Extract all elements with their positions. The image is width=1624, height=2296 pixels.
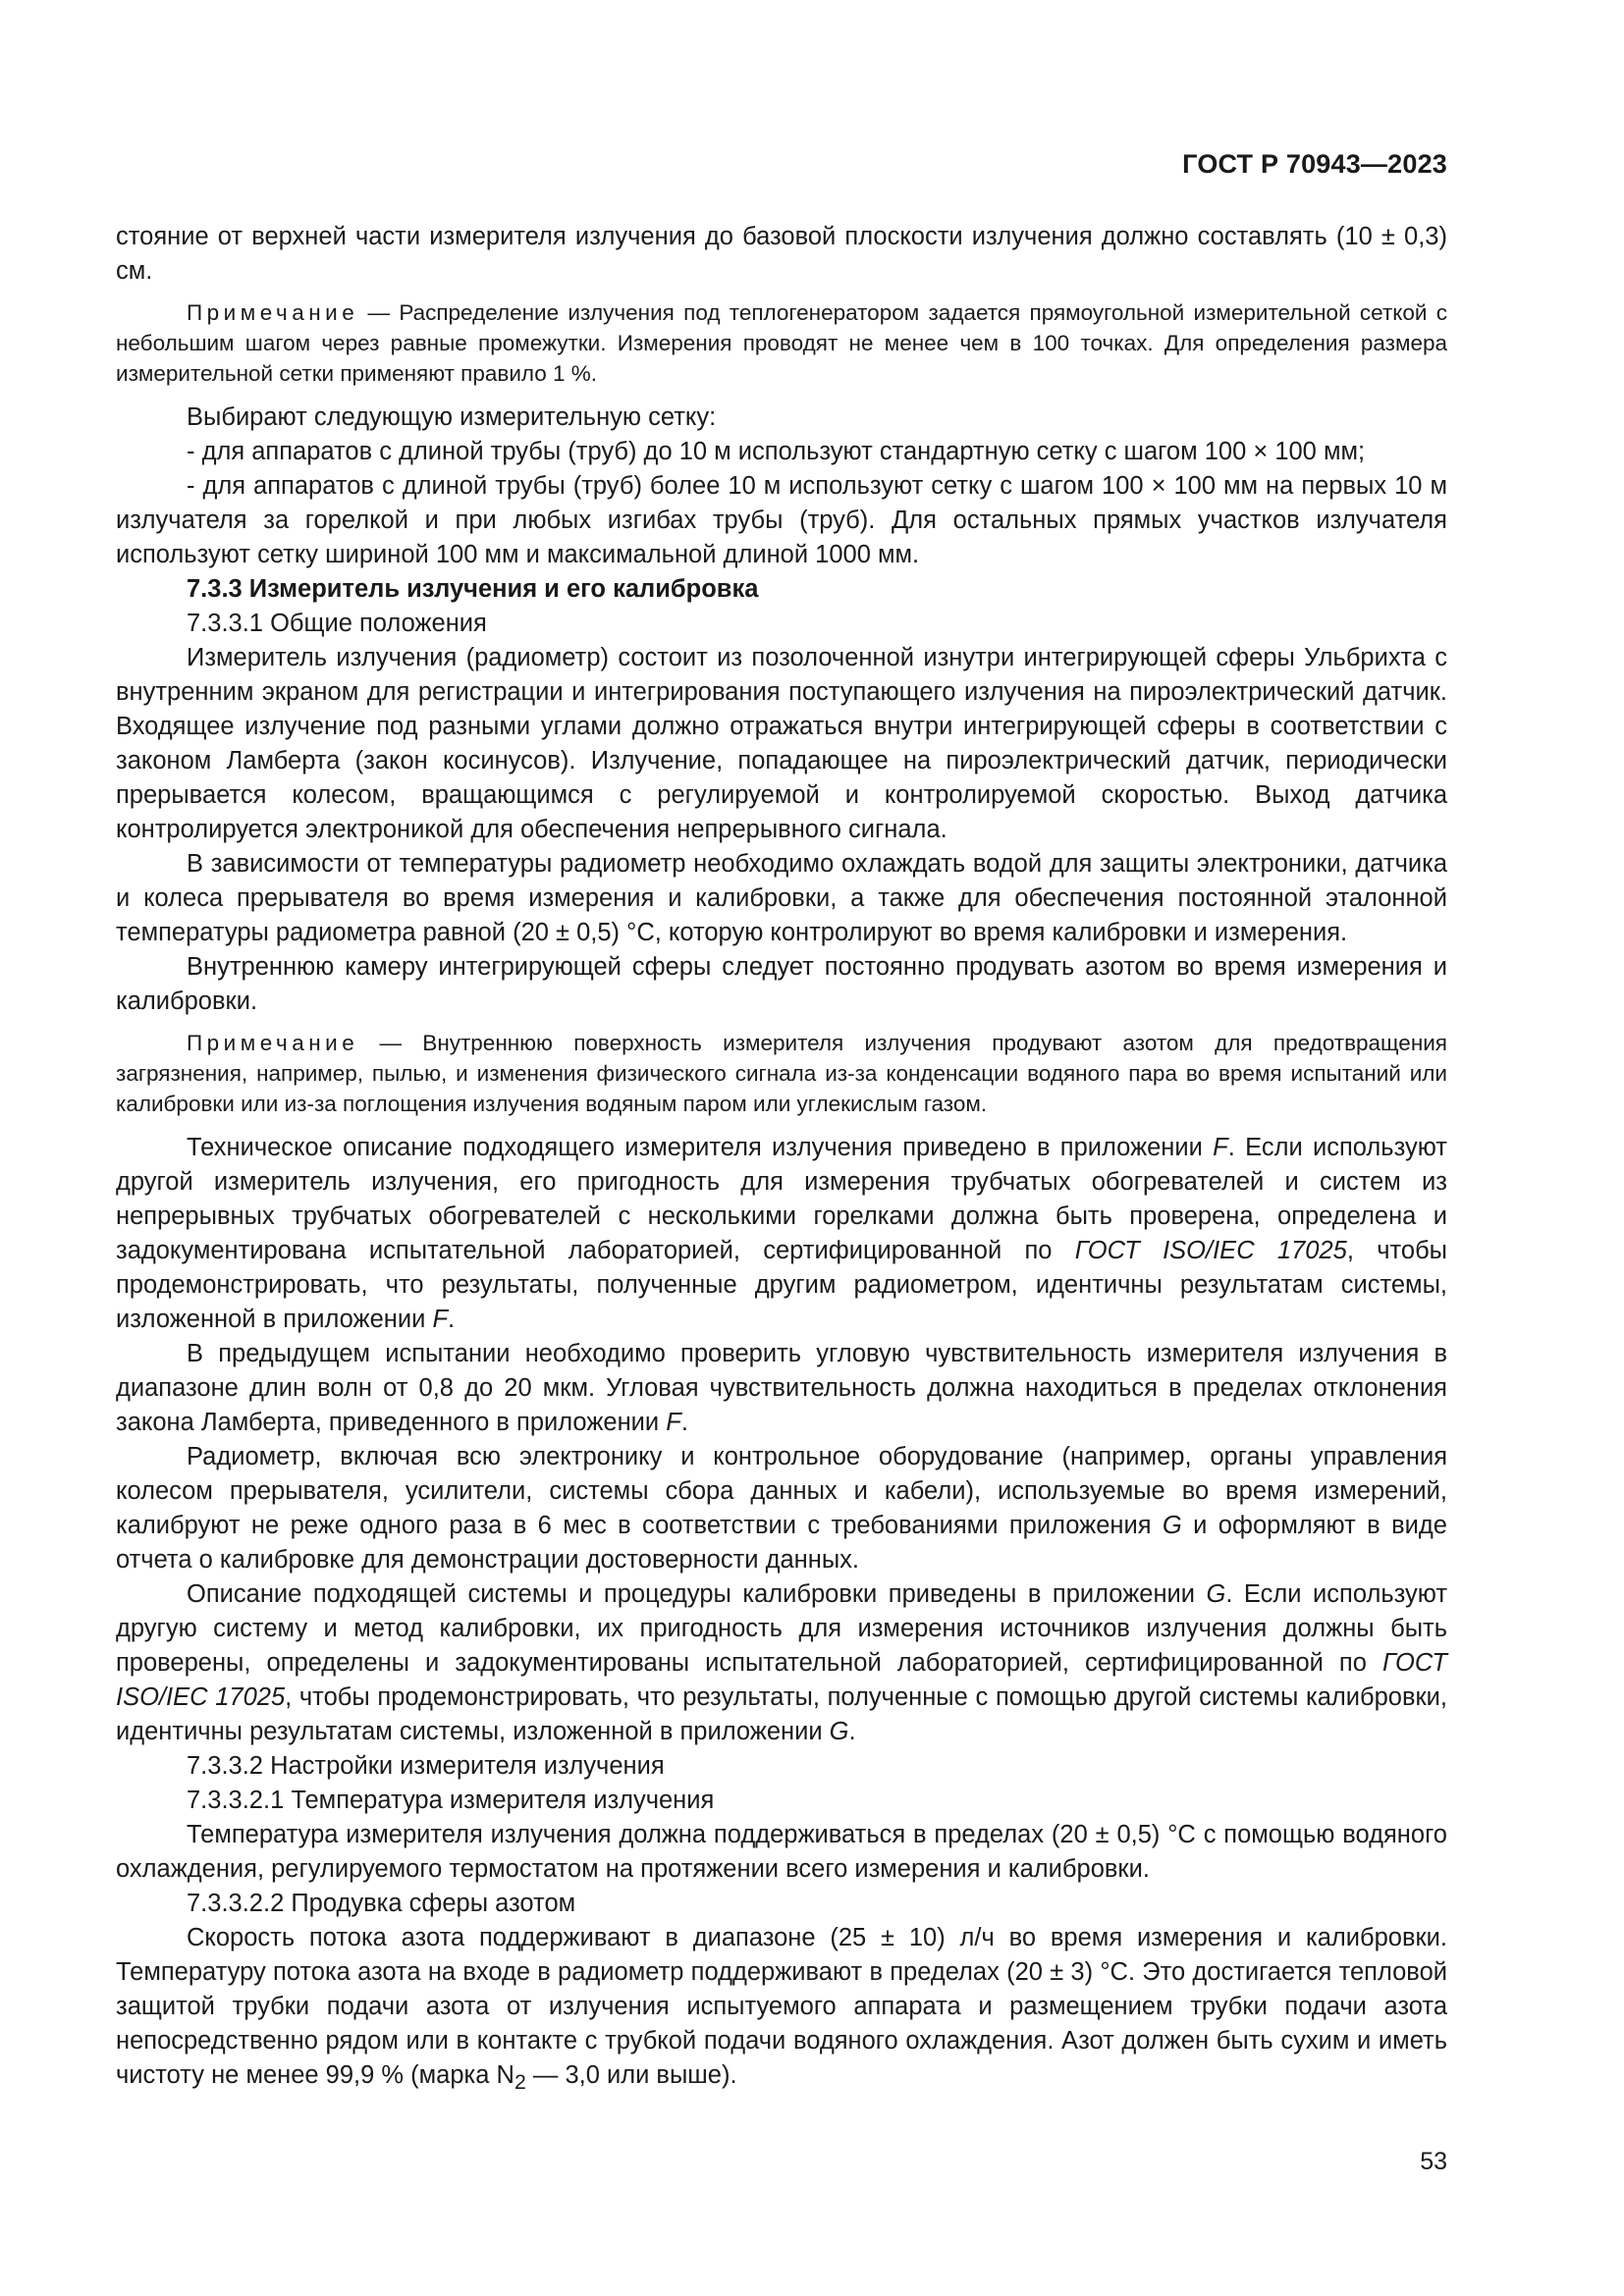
- text-run: . Если используют другую систему и метод калибровки, их пригодность для измерения источников излучения должны быть проверены, определены и задокументированы испытательной лабораторией, сертифицированной по: [116, 1580, 1448, 1677]
- text-run: .: [680, 1409, 688, 1436]
- subsection-heading-7-3-3-2: 7.3.3.2 Настройки измерителя излучения: [187, 1752, 665, 1780]
- paragraph-nitrogen: Внутреннюю камеру интегрирующей сферы следует постоянно продувать азотом во время измерения и калибровки.: [116, 953, 1447, 1015]
- page-number: 53: [1420, 2148, 1447, 2175]
- text-run: .: [448, 1306, 456, 1333]
- subscript: 2: [514, 2070, 526, 2095]
- appendix-ref-g: G: [1162, 1512, 1182, 1539]
- note-text: — Внутреннюю поверхность измерителя излучения продувают азотом для предотвращения загрязнения, например, пылью, и изменения физического сигнала из-за конденсации водяного пара во время испытаний или калибровки или из-за поглощения излучения водяным паром или углекислым газом.: [116, 1031, 1447, 1116]
- text-run: Скорость потока азота поддерживают в диапазоне (25 ± 10) л/ч во время измерения и калибровки. Температуру потока азота на входе в радиометр поддерживают в пределах (20 ± 3) °С. Это достигается тепловой защитой трубки подачи азота от излучения испытуемого аппарата и размещением трубки подачи азота непосредственно рядом или в контакте с трубкой подачи водяного охлаждения. Азот должен быть сухим и иметь чистоту не менее 99,9 % (марка N: [116, 1924, 1447, 2089]
- text-run: .: [848, 1718, 856, 1745]
- note-label: Примечание: [187, 1031, 359, 1055]
- note-text: — Распределение излучения под теплогенератором задается прямоугольной измерительной сеткой с небольшим шагом через равные промежутки. Измерения проводят не менее чем в 100 точках. Для определения размера измерительной сетки применяют правило 1 %.: [116, 300, 1447, 386]
- paragraph-nitrogen-flow: [116, 1921, 1447, 2100]
- appendix-ref-f: F: [666, 1409, 681, 1436]
- subsection-heading-7-3-3-2-2: 7.3.3.2.2 Продувка сферы азотом: [187, 1890, 576, 1917]
- list-item-grid-short: - для аппаратов с длиной трубы (труб) до 10 м используют стандартную сетку с шагом 100 × 100 мм;: [187, 438, 1366, 465]
- appendix-ref-f: F: [432, 1306, 449, 1333]
- text-run: Техническое описание подходящего измерителя излучения приведено в приложении: [187, 1134, 1214, 1161]
- paragraph-tech-description: [116, 1131, 1447, 1337]
- note-label: Примечание: [187, 300, 359, 325]
- appendix-ref-g: G: [829, 1718, 849, 1745]
- paragraph-radiometer: Измеритель излучения (радиометр) состоит из позолоченной изнутри интегрирующей сферы Ульбрихта с внутренним экраном для регистрации и интегрирования поступающего излучения на пироэлектрический датчик. Входящее излучение под разными углами должно отражаться внутри интегрирующей сферы в соответствии с законом Ламберта (закон косинусов). Излучение, попадающее на пироэлектрический датчик, периодически прерывается колесом, вращающимся с регулируемой и контролируемой скоростью. Выход датчика контролируется электроникой для обеспечения непрерывного сигнала.: [116, 644, 1447, 843]
- note-grid: [116, 297, 1447, 389]
- page-body: [116, 220, 1447, 2100]
- paragraph-grid-intro: Выбирают следующую измерительную сетку:: [187, 403, 717, 431]
- paragraph-continuation: стояние от верхней части измерителя излучения до базовой плоскости излучения должно составлять (10 ± 0,3) см.: [116, 223, 1447, 285]
- paragraph-cooling: В зависимости от температуры радиометр необходимо охлаждать водой для защиты электроники, датчика и колеса прерывателя во время измерения и калибровки, а также для обеспечения постоянной эталонной температуры радиометра равной (20 ± 0,5) °С, которую контролируют во время калибровки и измерения.: [116, 850, 1447, 946]
- text-run: и оформляют в виде отчета о калибровке для демонстрации достоверности данных.: [116, 1512, 1447, 1574]
- text-run: . Если используют другой измеритель излучения, его пригодность для измерения трубчатых обогревателей и систем из непрерывных трубчатых обогревателей с несколькими горелками должна быть проверена, определена и задокументирована испытательной лабораторией, сертифицированной по: [116, 1134, 1447, 1264]
- standard-ref: ГОСТ ISO/IEC 17025: [116, 1649, 1447, 1711]
- appendix-ref-g: G: [1206, 1580, 1226, 1608]
- subsection-heading-7-3-3-2-1: 7.3.3.2.1 Температура измерителя излучения: [187, 1787, 715, 1814]
- note-nitrogen: [116, 1028, 1447, 1119]
- document-header: ГОСТ Р 70943—2023: [1182, 149, 1447, 179]
- text-run: Описание подходящей системы и процедуры калибровки приведены в приложении: [187, 1580, 1207, 1608]
- appendix-ref-f: F: [1213, 1134, 1228, 1161]
- paragraph-calibration: [116, 1440, 1447, 1577]
- list-item-grid-long: - для аппаратов с длиной трубы (труб) более 10 м используют сетку с шагом 100 × 100 мм на первых 10 м излучателя за горелкой и при любых изгибах трубы (труб). Для остальных прямых участков излучателя используют сетку шириной 100 мм и максимальной длиной 1000 мм.: [116, 472, 1447, 568]
- paragraph-temperature: Температура измерителя излучения должна поддерживаться в пределах (20 ± 0,5) °С с помощью водяного охлаждения, регулируемого термостатом на протяжении всего измерения и калибровки.: [116, 1821, 1447, 1883]
- text-run: В предыдущем испытании необходимо проверить угловую чувствительность измерителя излучения в диапазоне длин волн от 0,8 до 20 мкм. Угловая чувствительность должна находиться в пределах отклонения закона Ламберта, приведенного в приложении: [116, 1340, 1447, 1436]
- paragraph-calibration-system: [116, 1577, 1447, 1749]
- subsection-heading-7-3-3-1: 7.3.3.1 Общие положения: [187, 610, 487, 637]
- text-run: , чтобы продемонстрировать, что результаты, полученные с помощью другой системы калибровки, идентичны результатам системы, изложенной в приложении: [116, 1683, 1447, 1745]
- text-run: , чтобы продемонстрировать, что результаты, полученные другим радиометром, идентичны результатам системы, изложенной в приложении: [116, 1237, 1448, 1333]
- section-heading-7-3-3: 7.3.3 Измеритель излучения и его калибровка: [187, 575, 759, 603]
- standard-ref: ГОСТ ISO/IEC 17025: [1074, 1237, 1347, 1264]
- paragraph-angular-sensitivity: [116, 1337, 1447, 1440]
- text-run: Радиометр, включая всю электронику и контрольное оборудование (например, органы управления колесом прерывателя, усилители, системы сбора данных и кабели), используемые во время измерений, калибруют не реже одного раза в 6 мес в соответствии с требованиями приложения: [116, 1443, 1447, 1539]
- text-run: — 3,0 или выше).: [525, 2061, 737, 2089]
